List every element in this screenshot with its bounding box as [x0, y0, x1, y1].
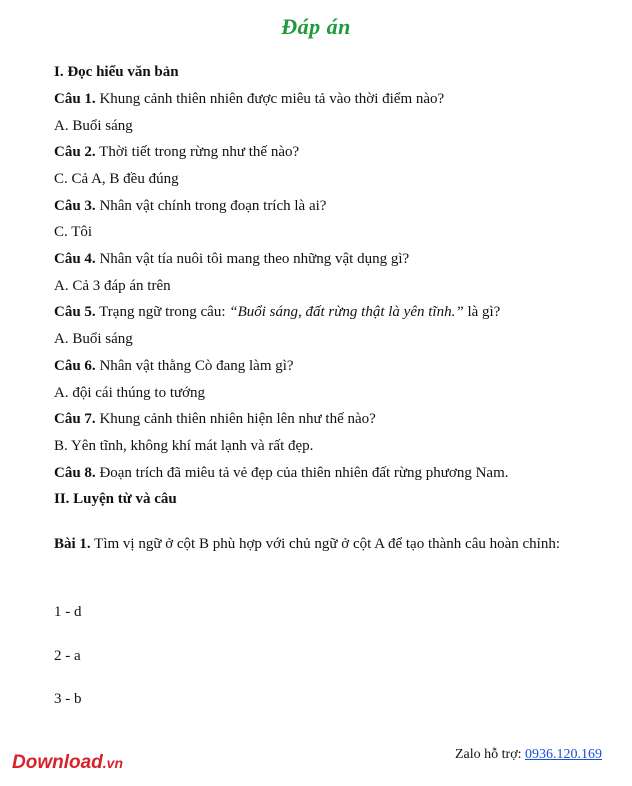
question-text: Nhân vật chính trong đoạn trích là ai?	[95, 198, 327, 214]
question-text: Nhân vật tía nuôi tôi mang theo những vật dụng gì?	[95, 251, 410, 267]
question-2	[54, 142, 299, 162]
question-label: Câu 6.	[54, 358, 96, 374]
question-text: Khung cảnh thiên nhiên hiện lên như thế nào?	[95, 411, 376, 427]
support-phone-link[interactable]: 0936.120.169	[525, 747, 602, 762]
zalo-support	[455, 747, 602, 763]
answer-5: A. Buổi sáng	[54, 331, 133, 347]
question-label: Câu 2.	[54, 144, 96, 160]
exercise-label: Bài 1.	[54, 536, 91, 552]
question-text-after: là gì?	[463, 304, 501, 320]
download-logo[interactable]	[12, 752, 123, 774]
exercise-text: Tìm vị ngữ ở cột B phù hợp với chủ ngữ ở cột A để tạo thành câu hoàn chỉnh:	[90, 536, 561, 552]
answer-4: A. Cả 3 đáp án trên	[54, 278, 171, 294]
question-text: Thời tiết trong rừng như thế nào?	[95, 144, 300, 160]
question-label: Câu 4.	[54, 251, 96, 267]
support-label: Zalo hỗ trợ:	[455, 747, 525, 762]
logo-main: Download	[12, 752, 103, 773]
answer-6: A. đội cái thúng to tướng	[54, 385, 206, 401]
answer-7: B. Yên tĩnh, không khí mát lạnh và rất đẹp.	[54, 438, 314, 454]
question-8	[54, 463, 509, 483]
question-text: Trạng ngữ trong câu:	[95, 304, 230, 320]
answer-2: C. Cả A, B đều đúng	[54, 171, 179, 187]
question-4	[54, 249, 409, 269]
question-label: Câu 1.	[54, 91, 96, 107]
exercise-1	[54, 530, 576, 558]
section-heading-vocabulary: II. Luyện từ và câu	[54, 491, 177, 507]
question-5	[54, 302, 500, 322]
question-label: Câu 5.	[54, 304, 96, 320]
question-7	[54, 409, 376, 429]
question-text: Khung cảnh thiên nhiên được miêu tả vào thời điểm nào?	[95, 91, 445, 107]
answer-1: A. Buổi sáng	[54, 118, 133, 134]
question-6	[54, 356, 294, 376]
question-label: Câu 8.	[54, 465, 96, 481]
exercise-answer-2: 2 - a	[54, 648, 81, 664]
question-3	[54, 196, 326, 216]
logo-tld: .vn	[102, 755, 124, 771]
exercise-answer-3: 3 - b	[54, 691, 82, 707]
question-label: Câu 3.	[54, 198, 96, 214]
exercise-answer-1: 1 - d	[54, 604, 82, 620]
section-heading-reading: I. Đọc hiểu văn bản	[54, 64, 179, 80]
question-text: Đoạn trích đã miêu tả vẻ đẹp của thiên nhiên đất rừng phương Nam.	[95, 465, 509, 481]
answer-3: C. Tôi	[54, 224, 93, 240]
question-1	[54, 89, 444, 109]
page-title: Đáp án	[281, 14, 351, 39]
question-text: Nhân vật thằng Cò đang làm gì?	[95, 358, 294, 374]
question-quote: “Buổi sáng, đất rừng thật là yên tĩnh.”	[229, 304, 464, 320]
question-label: Câu 7.	[54, 411, 96, 427]
